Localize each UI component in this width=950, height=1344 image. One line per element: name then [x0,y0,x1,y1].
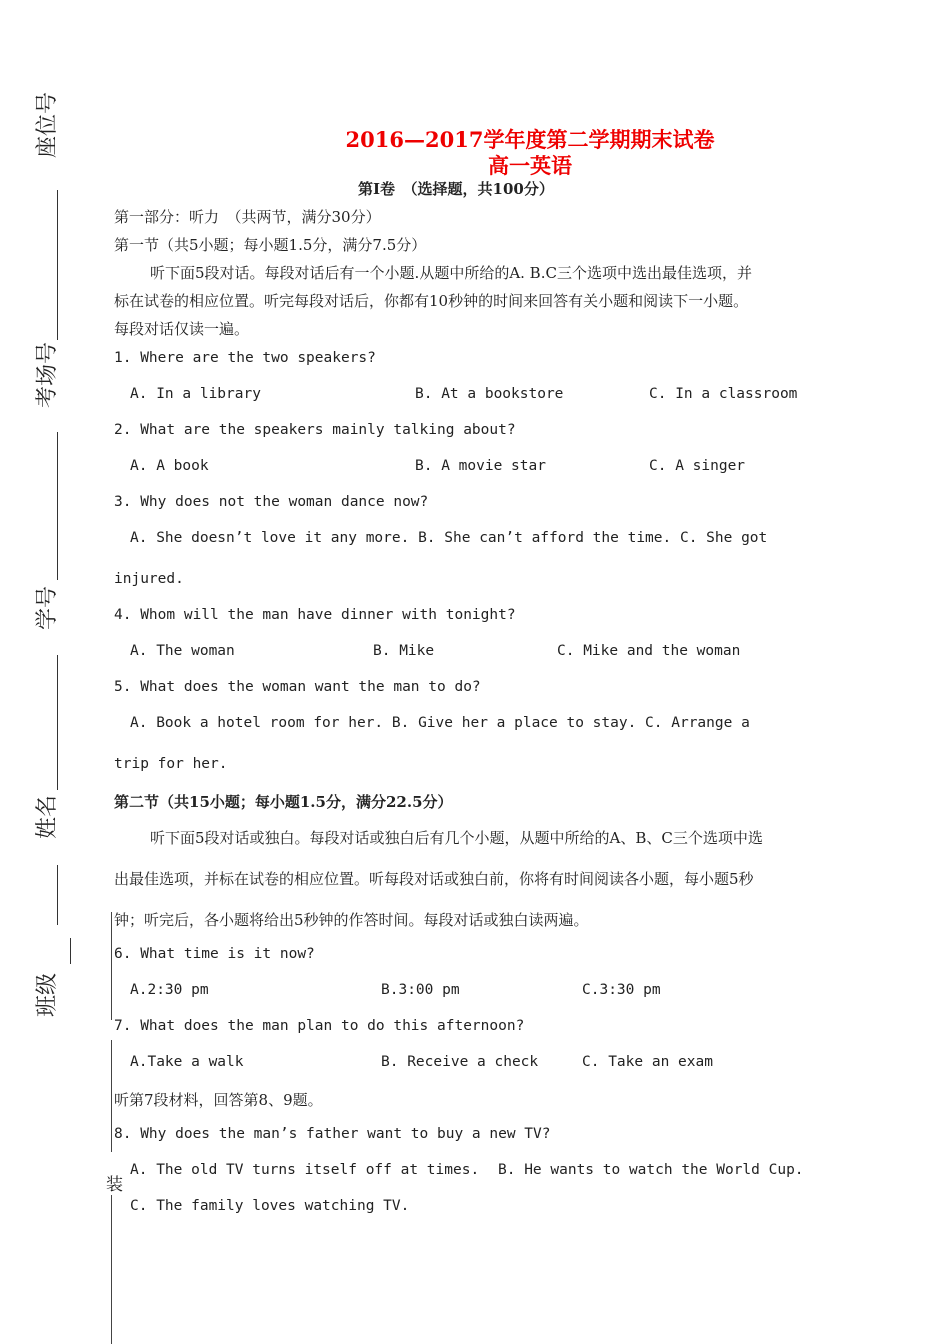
question-5-options[interactable]: A. Book a hotel room for her. B. Give her a place to stay. C. Arrange a [130,715,750,731]
section1-instructions-line1: 听下面5段对话。每段对话后有一个小题.从题中所给的A. B.C三个选项中选出最佳选项，并 [150,264,752,282]
question-4: 4. Whom will the man have dinner with tonight? [114,607,516,623]
section2-instructions-line2: 出最佳选项，并标在试卷的相应位置。听每段对话或独白前，你将有时间阅读各小题，每小题5秒 [114,870,754,888]
question-3-options-continued: injured. [114,571,184,587]
part1-heading: 第一部分：听力 （共两节，满分30分） [114,208,381,226]
section2-heading: 第二节（共15小题；每小题1.5分，满分22.5分） [114,793,453,811]
question-4-option-c[interactable]: C. Mike and the woman [557,643,741,659]
subject-title: 高一英语 [488,153,572,178]
question-1-option-c[interactable]: C. In a classroom [649,386,798,402]
question-6-option-b[interactable]: B.3:00 pm [381,982,460,998]
question-5: 5. What does the woman want the man to do? [114,679,481,695]
name-line [57,865,58,925]
question-8-option-a[interactable]: A. The old TV turns itself off at times. [130,1162,480,1178]
question-8: 8. Why does the man’s father want to buy a new TV? [114,1126,551,1142]
section2-instructions-line1: 听下面5段对话或独白。每段对话或独白后有几个小题，从题中所给的A、B、C三个选项中选 [150,829,763,847]
question-6-option-a[interactable]: A.2:30 pm [130,982,209,998]
name-label: 姓名 [35,795,60,840]
binding-line-lower [111,1195,112,1344]
question-3-options[interactable]: A. She doesn’t love it any more. B. She can’t afford the time. C. She got [130,530,768,546]
question-2: 2. What are the speakers mainly talking about? [114,422,516,438]
exam-room-label: 考场号 [35,342,60,409]
question-2-option-c[interactable]: C. A singer [649,458,746,474]
binding-line-middle [111,1040,112,1152]
binding-line-upper [111,912,112,1020]
question-4-option-b[interactable]: B. Mike [373,643,435,659]
question-4-option-a[interactable]: A. The woman [130,643,235,659]
question-1-option-b[interactable]: B. At a bookstore [415,386,564,402]
question-7: 7. What does the man plan to do this afternoon? [114,1018,525,1034]
exam-room-line [57,432,58,580]
question-8-option-b[interactable]: B. He wants to watch the World Cup. [498,1162,804,1178]
binding-mark-text: 装 [106,1175,123,1195]
question-7-option-b[interactable]: B. Receive a check [381,1054,539,1070]
name-line-tick [70,938,71,964]
question-2-option-b[interactable]: B. A movie star [415,458,546,474]
section2-instructions-line3: 钟；听完后，各小题将给出5秒钟的作答时间。每段对话或独白读两遍。 [114,911,589,929]
section1-instructions-line3: 每段对话仅读一遍。 [114,320,250,338]
question-1-option-a[interactable]: A. In a library [130,386,261,402]
exam-title: 2016—2017学年度第二学期期末试卷 [345,127,715,152]
question-2-option-a[interactable]: A. A book [130,458,209,474]
question-6: 6. What time is it now? [114,946,315,962]
seat-number-label: 座位号 [35,92,60,159]
material-7-note: 听第7段材料，回答第8、9题。 [114,1091,323,1109]
section1-heading: 第一节（共5小题；每小题1.5分，满分7.5分） [114,236,427,254]
seat-number-line [57,190,58,340]
question-5-options-continued: trip for her. [114,756,228,772]
question-8-option-c[interactable]: C. The family loves watching TV. [130,1198,410,1214]
question-7-option-a[interactable]: A.Take a walk [130,1054,244,1070]
question-6-option-c[interactable]: C.3:30 pm [582,982,661,998]
section1-instructions-line2: 标在试卷的相应位置。听完每段对话后，你都有10秒钟的时间来回答有关小题和阅读下一小题。 [114,292,749,310]
question-1: 1. Where are the two speakers? [114,350,376,366]
student-id-line [57,655,58,790]
question-7-option-c[interactable]: C. Take an exam [582,1054,713,1070]
student-id-label: 学号 [35,586,60,631]
volume-heading: 第Ⅰ卷 （选择题，共100分） [358,180,554,198]
class-label: 班级 [35,973,60,1018]
question-3: 3. Why does not the woman dance now? [114,494,429,510]
